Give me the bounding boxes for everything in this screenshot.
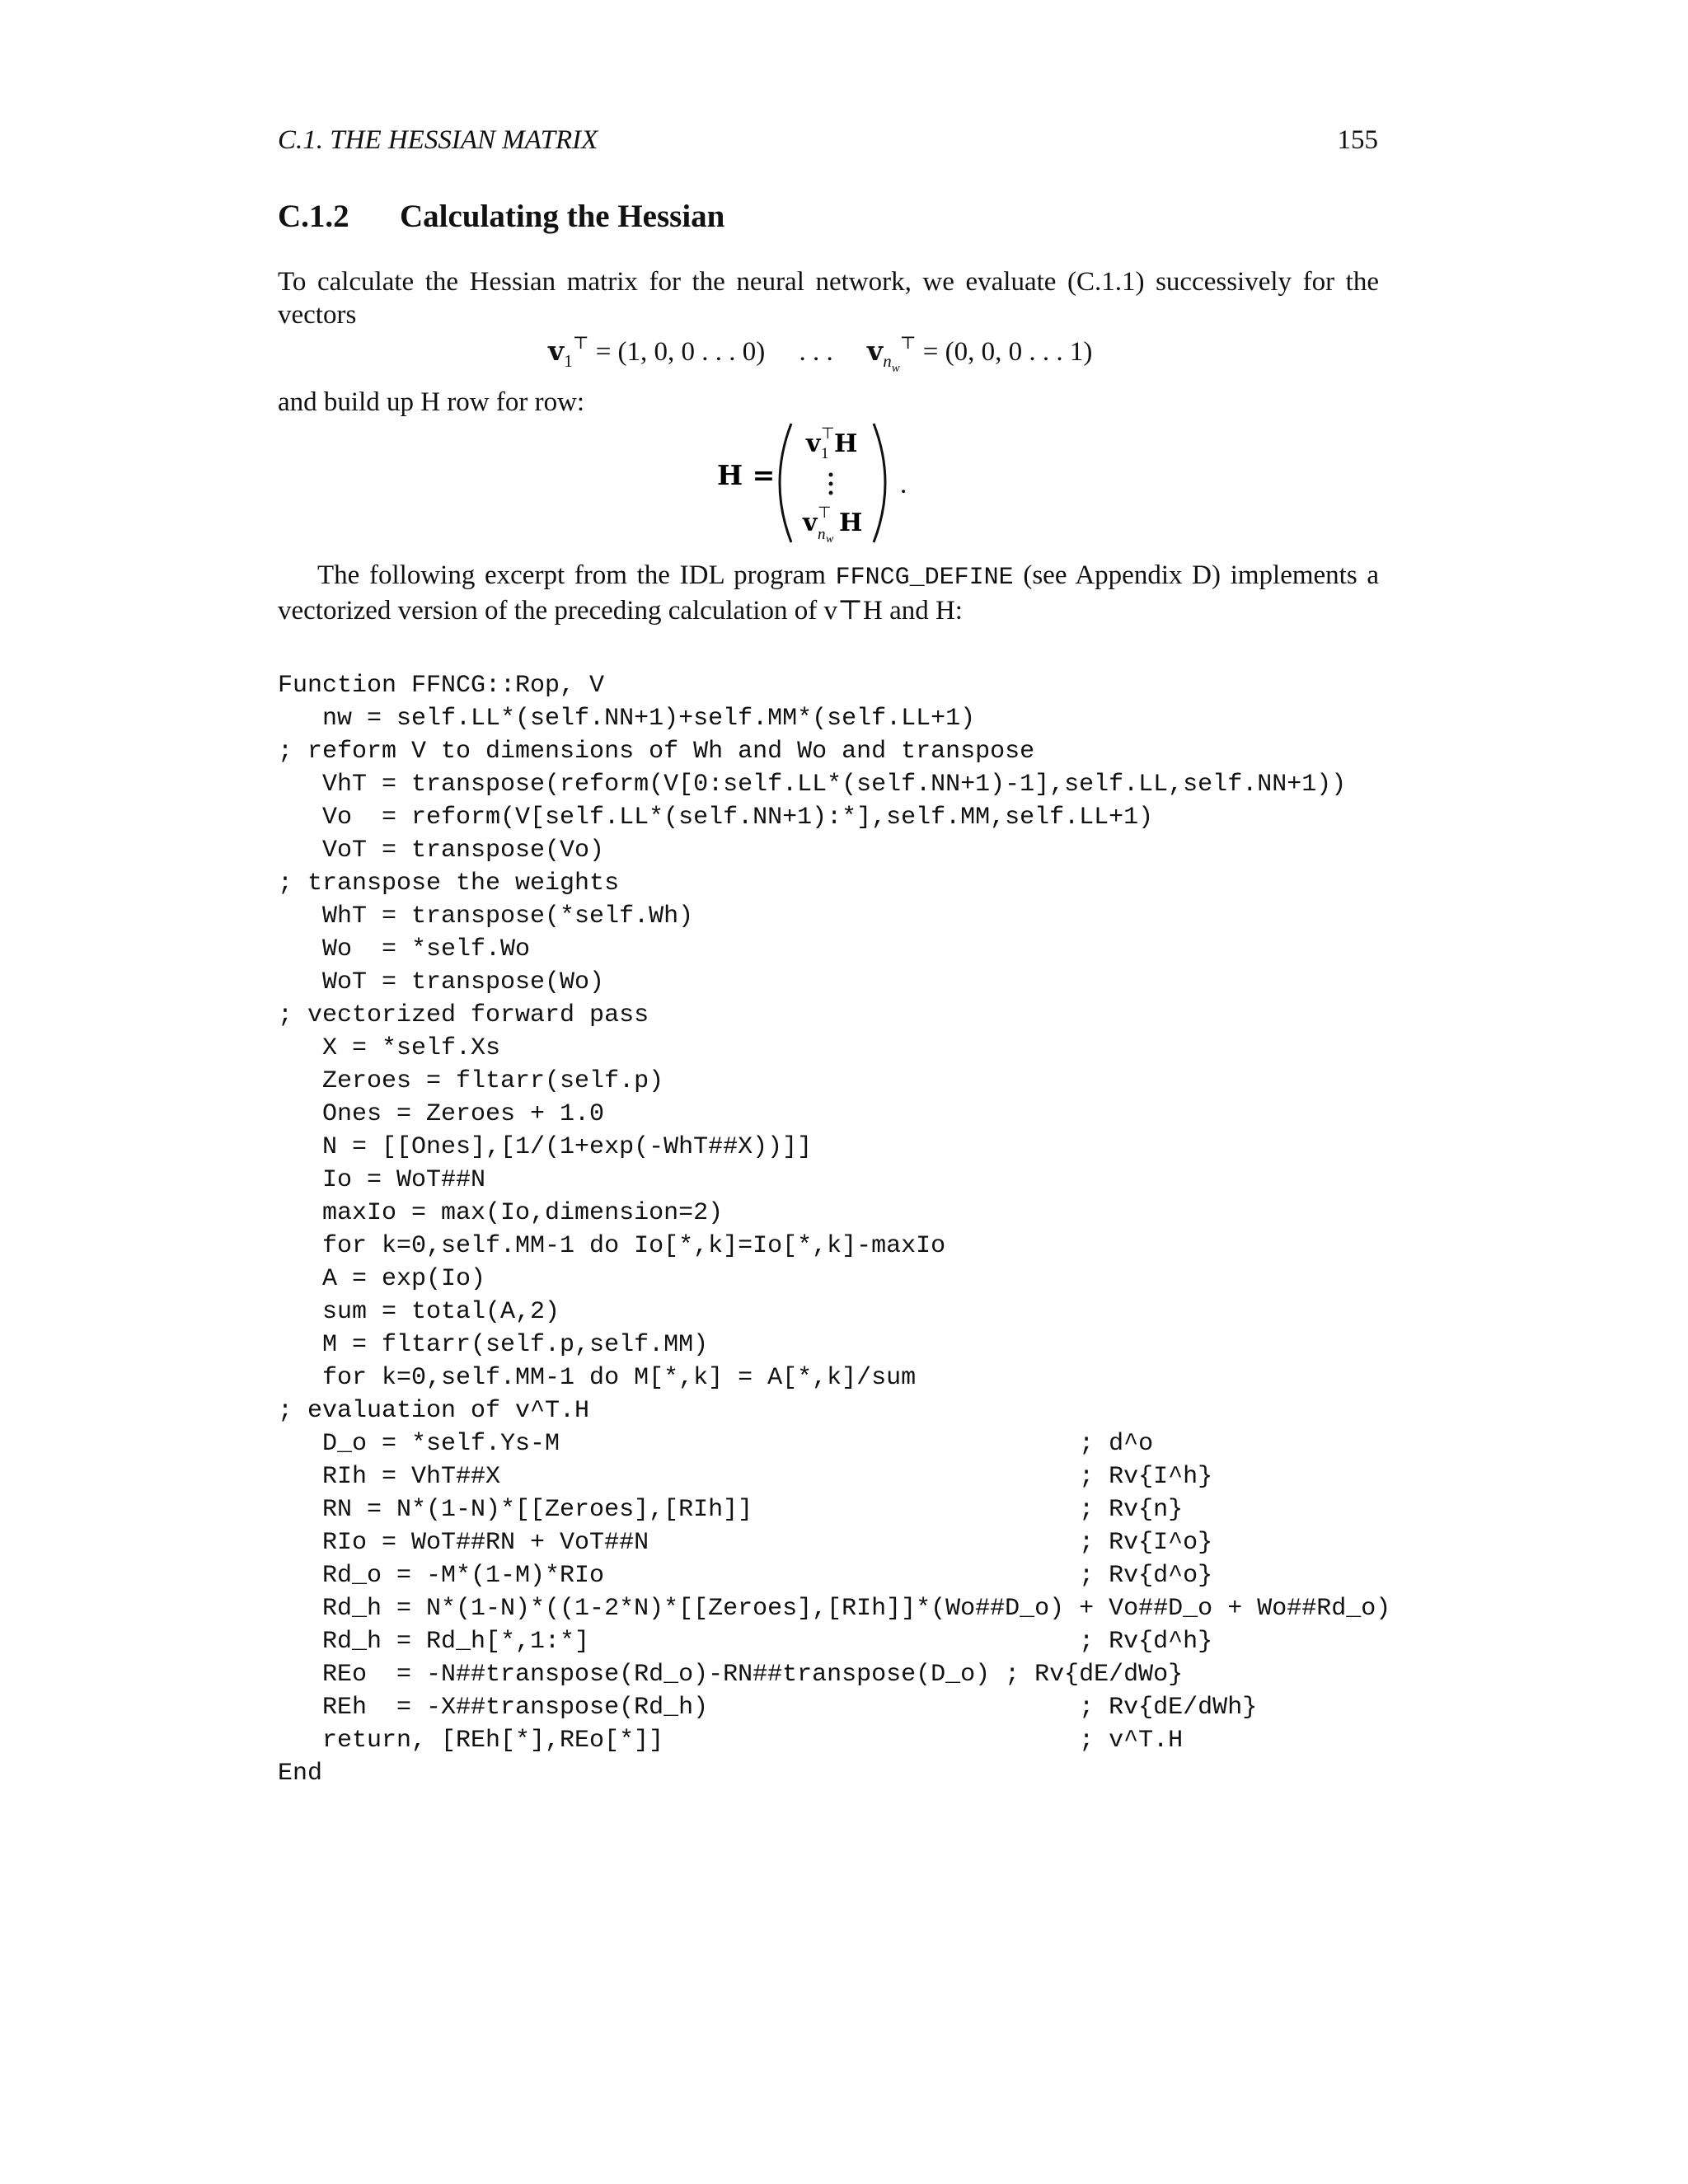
code-line: WhT = transpose(*self.Wh)	[278, 902, 694, 930]
left-paren	[780, 424, 791, 542]
code-line: ; transpose the weights	[278, 869, 620, 898]
vdot-3	[829, 491, 833, 495]
code-line: X = *self.Xs	[278, 1034, 501, 1062]
code-line: D_o = *self.Ys-M ; d^o	[278, 1430, 1154, 1458]
vdot-2	[829, 482, 833, 486]
rownw-h: H	[839, 509, 863, 537]
code-line: REh = -X##transpose(Rd_h) ; Rv{dE/dWh}	[278, 1694, 1258, 1722]
row1-h: H	[834, 429, 858, 458]
rownw-subscript: n	[818, 526, 826, 543]
code-line: Zeroes = fltarr(self.p)	[278, 1067, 664, 1095]
matrix-equation	[717, 417, 964, 549]
code-line: N = [[Ones],[1/(1+exp(-WhT##X))]]	[278, 1133, 813, 1161]
code-line: return, [REh[*],REo[*]] ; v^T.H	[278, 1727, 1184, 1755]
code-line: Rd_h = Rd_h[*,1:*] ; Rv{d^h}	[278, 1628, 1213, 1656]
section-title: Calculating the Hessian	[400, 199, 725, 234]
program-name: FFNCG_DEFINE	[835, 564, 1014, 592]
row1-subscript: 1	[821, 445, 829, 462]
matrix-row-1: v	[806, 429, 821, 458]
intro-paragraph: To calculate the Hessian matrix for the neural network, we evaluate (C.1.1) successively for the vectors	[278, 267, 1379, 330]
code-line: for k=0,self.MM-1 do Io[*,k]=Io[*,k]-maxIo	[278, 1232, 946, 1260]
code-line: M = fltarr(self.p,self.MM)	[278, 1331, 709, 1359]
matrix-equation-graphic	[717, 417, 964, 549]
code-line: ; evaluation of v^T.H	[278, 1397, 590, 1425]
code-line: VoT = transpose(Vo)	[278, 837, 605, 865]
matrix-period: .	[900, 470, 907, 499]
page-number: 155	[1337, 125, 1378, 155]
vdot-1	[829, 473, 833, 477]
code-line: Ones = Zeroes + 1.0	[278, 1100, 605, 1128]
code-line: maxIo = max(Io,dimension=2)	[278, 1199, 724, 1227]
row1-superscript: ⊤	[821, 425, 835, 443]
matrix-lhs: H =	[717, 459, 776, 491]
code-line: Function FFNCG::Rop, V	[278, 672, 605, 700]
running-head: C.1. THE HESSIAN MATRIX	[278, 125, 598, 155]
right-paren	[874, 424, 885, 542]
section-number: C.1.2	[278, 199, 349, 234]
code-line: VhT = transpose(reform(V[0:self.LL*(self.NN+1)-1],self.LL,self.NN+1))	[278, 771, 1347, 799]
ellipsis: . . .	[799, 337, 833, 367]
excerpt-pre: The following excerpt from the IDL program	[317, 560, 826, 590]
code-line: WoT = transpose(Wo)	[278, 968, 605, 996]
code-line: A = exp(Io)	[278, 1265, 486, 1293]
excerpt-post: (see Appendix D) implements a vectorized version of the preceding calculation of v⊤H and H:	[278, 560, 1380, 626]
code-line: RIo = WoT##RN + VoT##N ; Rv{I^o}	[278, 1529, 1213, 1557]
rownw-superscript: ⊤	[818, 504, 832, 522]
code-line: Io = WoT##N	[278, 1166, 486, 1194]
section-heading	[278, 198, 724, 235]
code-line: RIh = VhT##X ; Rv{I^h}	[278, 1463, 1213, 1491]
code-listing	[278, 669, 1390, 1790]
code-line: ; reform V to dimensions of Wh and Wo and transpose	[278, 738, 1035, 766]
code-line: nw = self.LL*(self.NN+1)+self.MM*(self.LL+1)	[278, 705, 976, 733]
vector-equation: $v_1^⊤ = (1$, 0, 0 . . . 0) . . . $v_{n_w}^⊤ = (0$, 0, 0 . . . 1)	[548, 333, 1093, 375]
excerpt-paragraph	[278, 559, 1379, 627]
build-paragraph: and build up H row for row:	[278, 387, 585, 417]
code-line: Vo = reform(V[self.LL*(self.NN+1):*],self.MM,self.LL+1)	[278, 804, 1154, 832]
code-line: RN = N*(1-N)*[[Zeroes],[RIh]] ; Rv{n}	[278, 1496, 1184, 1524]
v1-value: = (1, 0, 0 . . . 0)	[595, 337, 766, 367]
code-line: Rd_o = -M*(1-M)*RIo ; Rv{d^o}	[278, 1562, 1213, 1590]
code-line: ; vectorized forward pass	[278, 1001, 649, 1029]
code-line: Rd_h = N*(1-N)*((1-2*N)*[[Zeroes],[RIh]]*(Wo##D_o) + Vo##D_o + Wo##Rd_o)	[278, 1595, 1391, 1623]
matrix-row-nw: v	[803, 509, 818, 537]
code-line: End	[278, 1760, 323, 1788]
code-line: sum = total(A,2)	[278, 1298, 560, 1326]
vnw-value: = (0, 0, 0 . . . 1)	[922, 337, 1093, 367]
code-line: for k=0,self.MM-1 do M[*,k] = A[*,k]/sum	[278, 1364, 917, 1392]
rownw-subsubscript: w	[826, 533, 834, 546]
code-line: REo = -N##transpose(Rd_o)-RN##transpose(D_o) ; Rv{dE/dWo}	[278, 1661, 1184, 1689]
code-line: Wo = *self.Wo	[278, 935, 531, 963]
